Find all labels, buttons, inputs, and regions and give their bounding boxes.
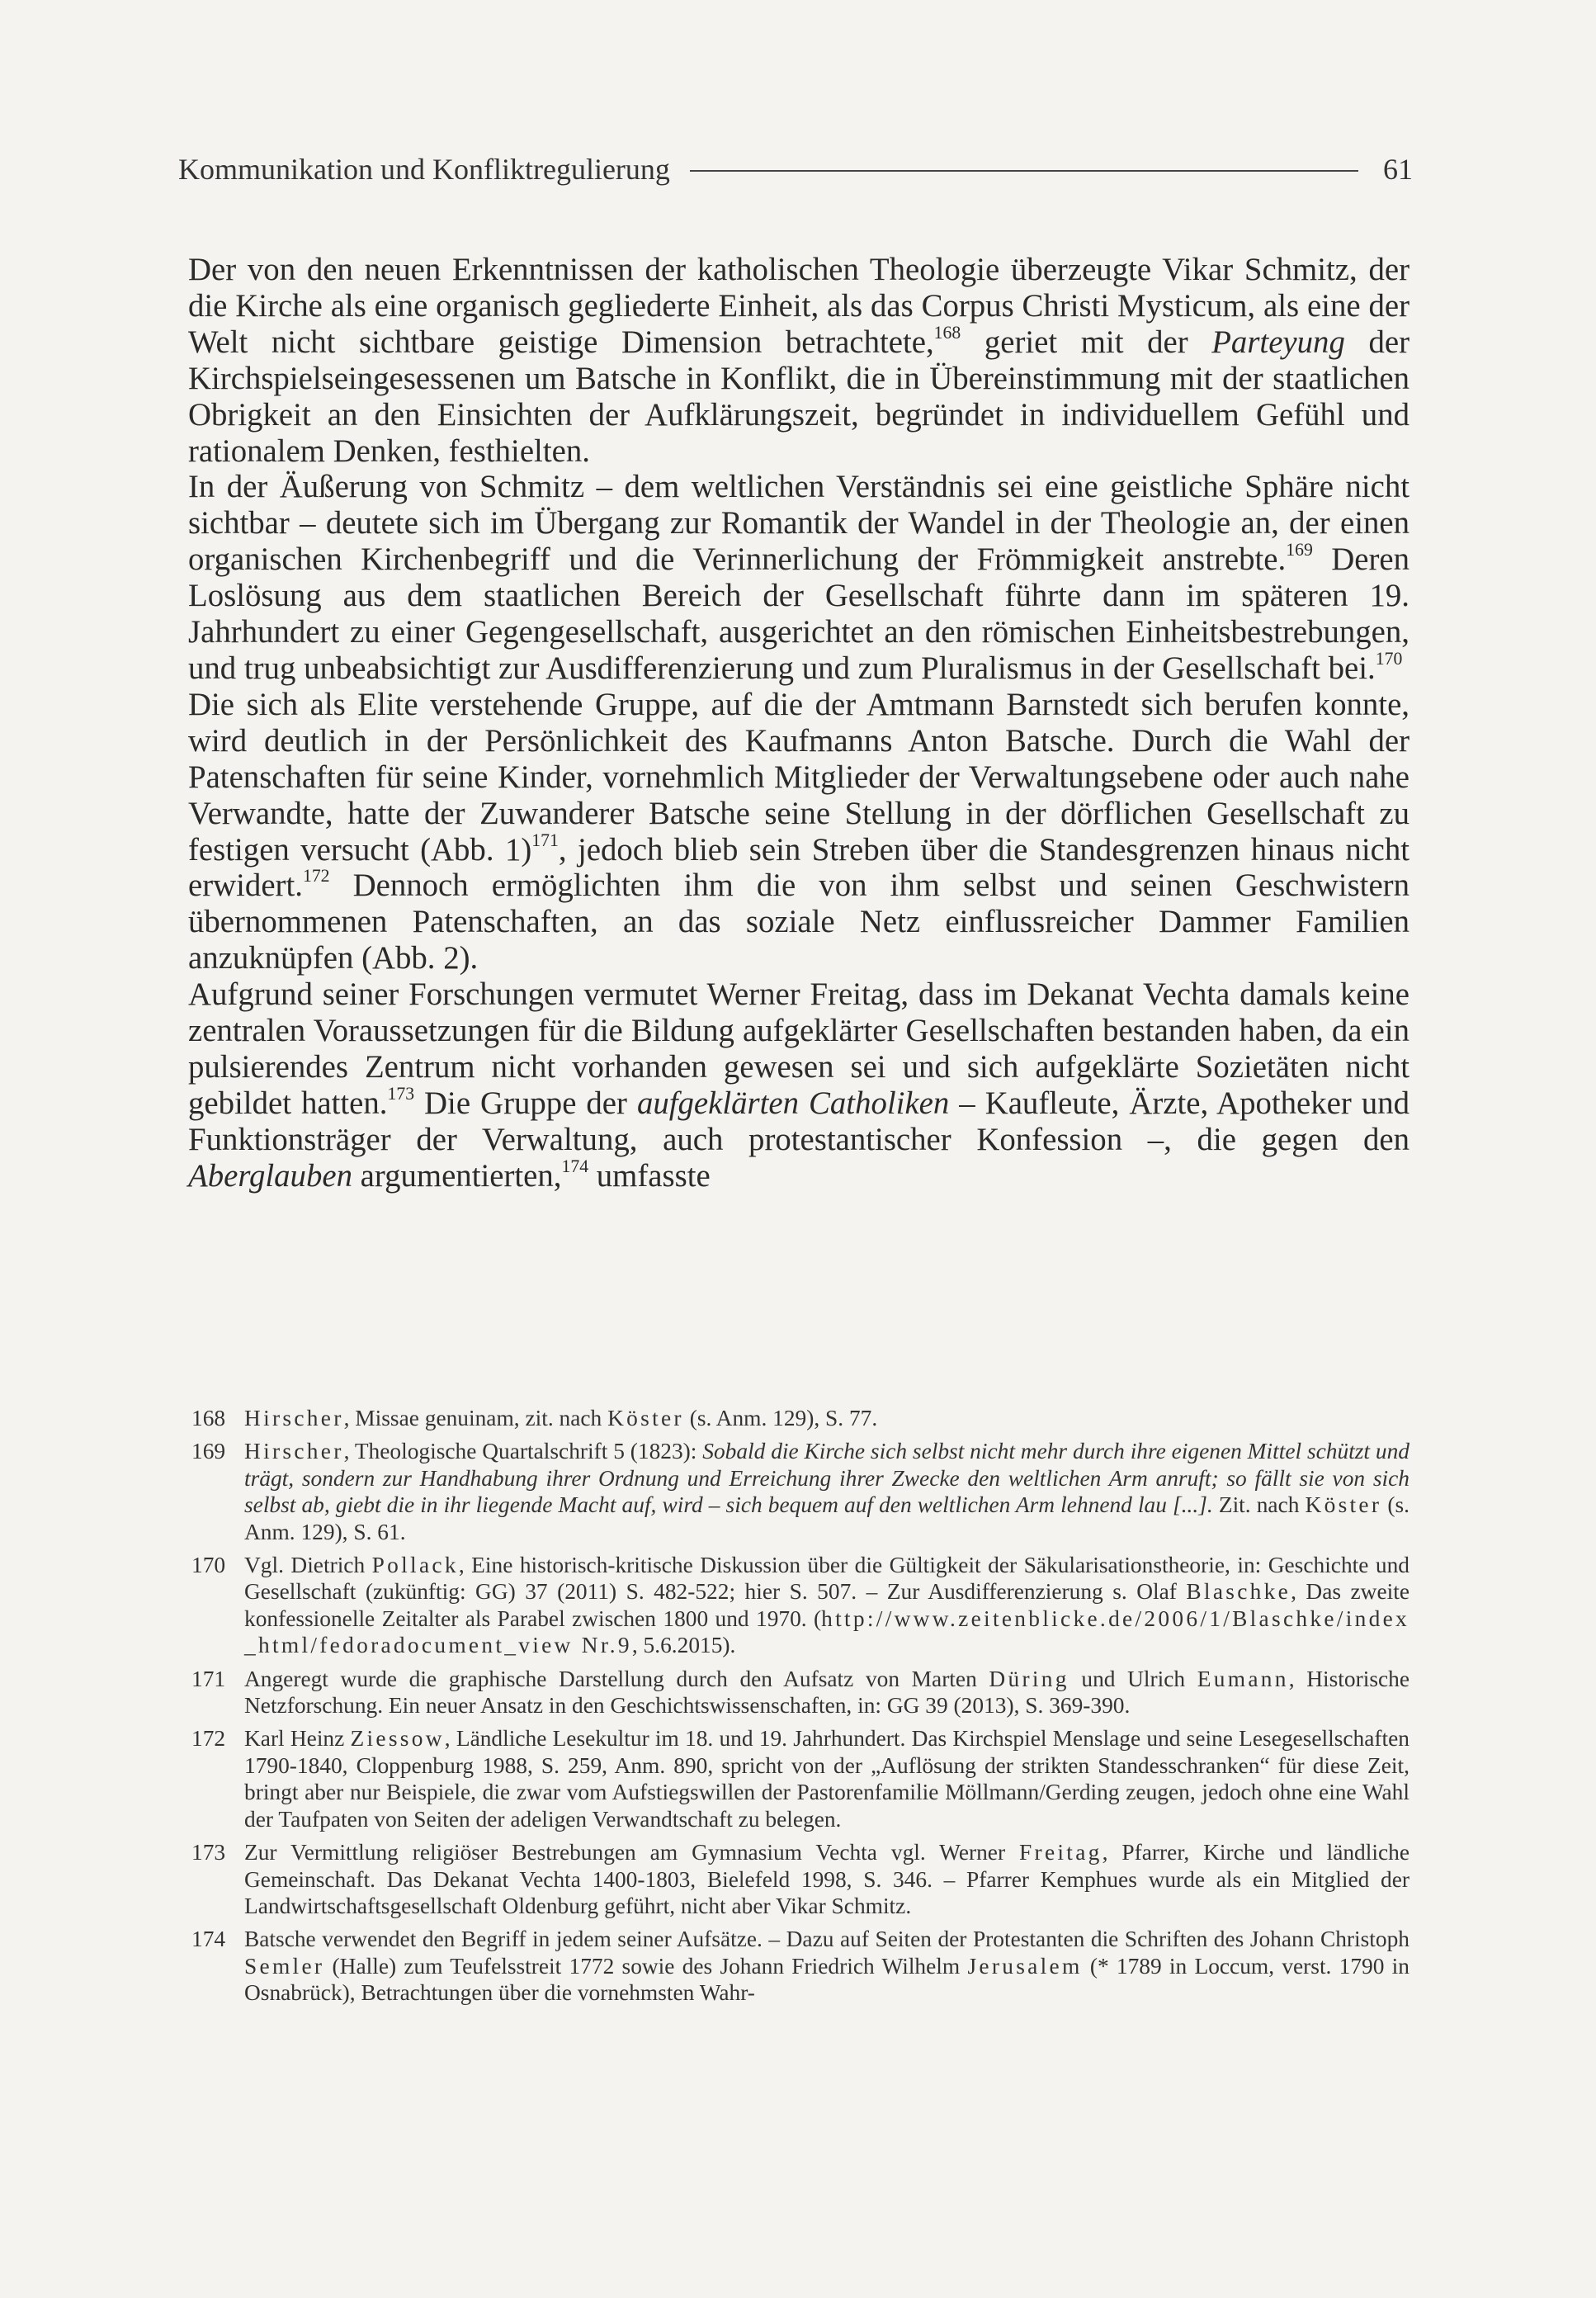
italic-term: Parteyung (1211, 324, 1345, 360)
text-run: (s. Anm. 129), S. 61. (244, 1492, 1409, 1544)
footnote-number: 169 (191, 1439, 226, 1464)
text-run: , Historische Netzforschung. Ein neuer Ansatz in den Geschichtswissenschaften, in: GG 39 (2013), S. 369-390. (244, 1666, 1409, 1719)
author-name: Jerusalem (967, 1953, 1083, 1979)
footnote-169 (191, 1438, 1409, 1545)
footnote-173 (191, 1839, 1409, 1919)
text-run: , Pfarrer, Kirche und ländliche Gemeinschaft. Das Dekanat Vechta 1400-1803, Bielefeld 1998, S. 346. – Pfarrer Kemphues wurde als ein Mitglied der Landwirtschaftsgesellschaft Oldenburg geführt, nicht aber Vikar Schmitz. (244, 1840, 1409, 1918)
author-name: Freitag (1019, 1840, 1103, 1865)
text-run: In der Äußerung von Schmitz – dem weltlichen Verständnis sei eine geistliche Sphäre nicht sichtbar – deutete sich im Übergang zur Romantik der Wandel in der Theologie an, der einen organischen Kirchenbegriff und die Verinnerlichung der Frömmigkeit anstrebte. (188, 469, 1409, 578)
paragraph-3 (188, 687, 1409, 976)
text-run: der Kirchspielseingesessenen um Batsche in Konflikt, die in Übereinstimmung mit der staatlichen Obrigkeit an den Einsichten der Aufklärungszeit, begründet in individuellem Gefühl und rationalem Denken, festhielten. (188, 324, 1409, 469)
text-run: , Das zweite konfessionelle Zeitalter als Parabel zwischen 1800 und 1970. ( (244, 1579, 1409, 1631)
footnote-number: 173 (191, 1840, 226, 1865)
text-run: (Halle) zum Teufelsstreit 1772 sowie des Johann Friedrich Wilhelm (324, 1953, 968, 1979)
author-name: Hirscher (244, 1406, 344, 1430)
italic-term: Aberglauben (188, 1157, 352, 1194)
author-name: Düring (989, 1666, 1070, 1691)
paragraph-4 (188, 976, 1409, 1194)
footnote-text (244, 1666, 1409, 1719)
footnote-text (244, 1405, 1409, 1431)
footnote-text (244, 1552, 1409, 1659)
text-run: Aufgrund seiner Forschungen vermutet Werner Freitag, dass im Dekanat Vechta damals keine zentralen Voraussetzungen für die Bildung aufgeklärter Gesellschaften bestanden haben, da ein pulsierendes Zentrum nicht vorhanden gewesen sei und sich aufgeklärte Sozietäten nicht gebildet hatten. (188, 976, 1409, 1121)
author-name: Eumann (1197, 1666, 1289, 1691)
text-run: Deren Loslösung aus dem staatlichen Bereich der Gesellschaft führte dann im späteren 19. Jahrhundert zu einer Gegengesellschaft, ausgerichtet an den römischen Einheitsbestrebungen, und trug unbeabsichtigt zur Ausdifferenzierung und zum Pluralismus in der Gesellschaft bei. (188, 541, 1409, 686)
text-run: argumentierten, (352, 1157, 562, 1194)
text-run: Vgl. Dietrich (244, 1553, 372, 1578)
footnote-text (244, 1839, 1409, 1919)
text-run: , Eine historisch-kritische Diskussion über die Gültigkeit der Säkularisationstheorie, in: Geschichte und Gesellschaft (zukünftig: GG) 37 (2011) S. 482-522; hier S. 507. – Zur Ausdifferenzierung s. Olaf (244, 1553, 1409, 1605)
footnote-ref-169: 169 (1286, 540, 1313, 560)
footnote-number: 168 (191, 1406, 226, 1430)
footnote-number: 174 (191, 1927, 226, 1952)
paragraph-2 (188, 469, 1409, 686)
text-run: Die Gruppe der (414, 1085, 637, 1121)
author-name: Hirscher (244, 1439, 344, 1464)
footnote-number: 170 (191, 1553, 226, 1578)
text-run: , Ländliche Lesekultur im 18. und 19. Jahrhundert. Das Kirchspiel Menslage und seine Lesegesellschaften 1790-1840, Cloppenburg 1988, S. 259, Anm. 890, spricht von der „Auflösung der strikten Standesschranken“ für diese Zeit, bringt aber nur Beispiele, die zwar vom Aufstiegswillen der Pastorenfamilie Möllmann/Gerding zeugen, jedoch ohne eine Wahl der Taufpaten von Seiten der adeligen Verwandtschaft zu belegen. (244, 1726, 1409, 1832)
text-run: , 5.6.2015). (631, 1633, 736, 1658)
text-run: Dennoch ermöglichten ihm die von ihm selbst und seinen Geschwistern übernommenen Patenschaften, an das soziale Netz einflussreicher Dammer Familien anzuknüpfen (Abb. 2). (188, 868, 1409, 976)
italic-term: aufgeklärten Catholiken (636, 1085, 950, 1121)
author-name: Pollack (371, 1553, 459, 1578)
author-name: Köster (607, 1406, 684, 1430)
footnote-ref-168: 168 (933, 322, 961, 343)
footnote-168 (191, 1405, 1409, 1431)
author-name: Köster (1305, 1492, 1382, 1518)
footnote-text (244, 1438, 1409, 1545)
author-name: Ziessow (350, 1726, 445, 1752)
quotation: Sobald die Kirche sich selbst nicht mehr durch ihre eigenen Mittel schützt und trägt, sondern zur Handhabung ihrer Ordnung und Erreichung ihrer Zwecke den weltlichen Arm anruft; so fällt sie von sich selbst ab, giebt die in ihr liegende Macht auf, wird – sich bequem auf den weltlichen Arm lehnend lau [...]. (244, 1439, 1409, 1518)
paragraph-1 (188, 252, 1409, 469)
footnote-ref-172: 172 (302, 866, 330, 887)
footnote-ref-173: 173 (387, 1083, 415, 1104)
text-run: – Kaufleute, Ärzte, Apotheker und Funktionsträger der Verwaltung, auch protestantischer Konfession –, die gegen den (188, 1085, 1409, 1157)
footnote-172 (191, 1725, 1409, 1832)
url-link[interactable]: http://www.zeitenblicke.de/2006/1/Blaschke/index_html/fedoradocument_view Nr.9 (244, 1605, 1409, 1658)
footnote-text (244, 1926, 1409, 2006)
text-run: , jedoch blieb sein Streben über die Standesgrenzen hinaus nicht erwidert. (188, 831, 1409, 904)
text-run: , Theologische Quartalschrift 5 (1823): (343, 1439, 703, 1464)
footnote-174 (191, 1926, 1409, 2006)
text-run: Zit. nach (1212, 1492, 1306, 1518)
text-run: Karl Heinz (244, 1726, 351, 1752)
text-run: Batsche verwendet den Begriff in jedem seiner Aufsätze. – Dazu auf Seiten der Protestanten die Schriften des Johann Christoph (244, 1927, 1409, 1952)
text-run: (* 1789 in Loccum, verst. 1790 in Osnabrück), Betrachtungen über die vornehmsten Wahr- (244, 1953, 1409, 2006)
footnote-number: 172 (191, 1726, 226, 1752)
author-name: Blaschke (1186, 1579, 1291, 1605)
footnotes (191, 1405, 1409, 2013)
text-run: , Missae genuinam, zit. nach (343, 1406, 608, 1430)
page-number: 61 (1383, 153, 1413, 186)
text-run: (s. Anm. 129), S. 77. (683, 1406, 878, 1430)
running-head (178, 151, 1413, 187)
footnote-ref-171: 171 (531, 830, 559, 850)
footnote-ref-170: 170 (1375, 649, 1403, 669)
running-head-title: Kommunikation und Konfliktregulierung (178, 153, 670, 186)
text-run: Der von den neuen Erkenntnissen der katholischen Theologie überzeugte Vikar Schmitz, der die Kirche als eine organisch gegliederte Einheit, als das Corpus Christi Mysticum, als eine der Welt nicht sichtbare geistige Dimension betrachtete, (188, 252, 1409, 360)
text-run: Zur Vermittlung religiöser Bestrebungen am Gymnasium Vechta vgl. Werner (244, 1840, 1020, 1865)
text-run: geriet mit der (961, 324, 1212, 360)
main-text (188, 252, 1409, 1194)
text-run: umfasste (588, 1157, 711, 1194)
text-run: und Ulrich (1069, 1666, 1197, 1691)
footnote-ref-174: 174 (561, 1156, 589, 1176)
footnote-171 (191, 1666, 1409, 1719)
text-run: Die sich als Elite verstehende Gruppe, auf die der Amtmann Barnstedt sich berufen konnte, wird deutlich in der Persönlichkeit des Kaufmanns Anton Batsche. Durch die Wahl der Patenschaften für seine Kinder, vornehmlich Mitglieder der Verwaltungsebene oder auch nahe Verwandte, hatte der Zuwanderer Batsche seine Stellung in der dörflichen Gesellschaft zu festigen versucht (Abb. 1) (188, 686, 1409, 868)
running-head-rule (690, 170, 1358, 172)
footnote-text (244, 1725, 1409, 1832)
footnote-170 (191, 1552, 1409, 1659)
author-name: Semler (244, 1953, 325, 1979)
footnote-number: 171 (191, 1666, 226, 1691)
text-run: Angeregt wurde die graphische Darstellung durch den Aufsatz von Marten (244, 1666, 989, 1691)
